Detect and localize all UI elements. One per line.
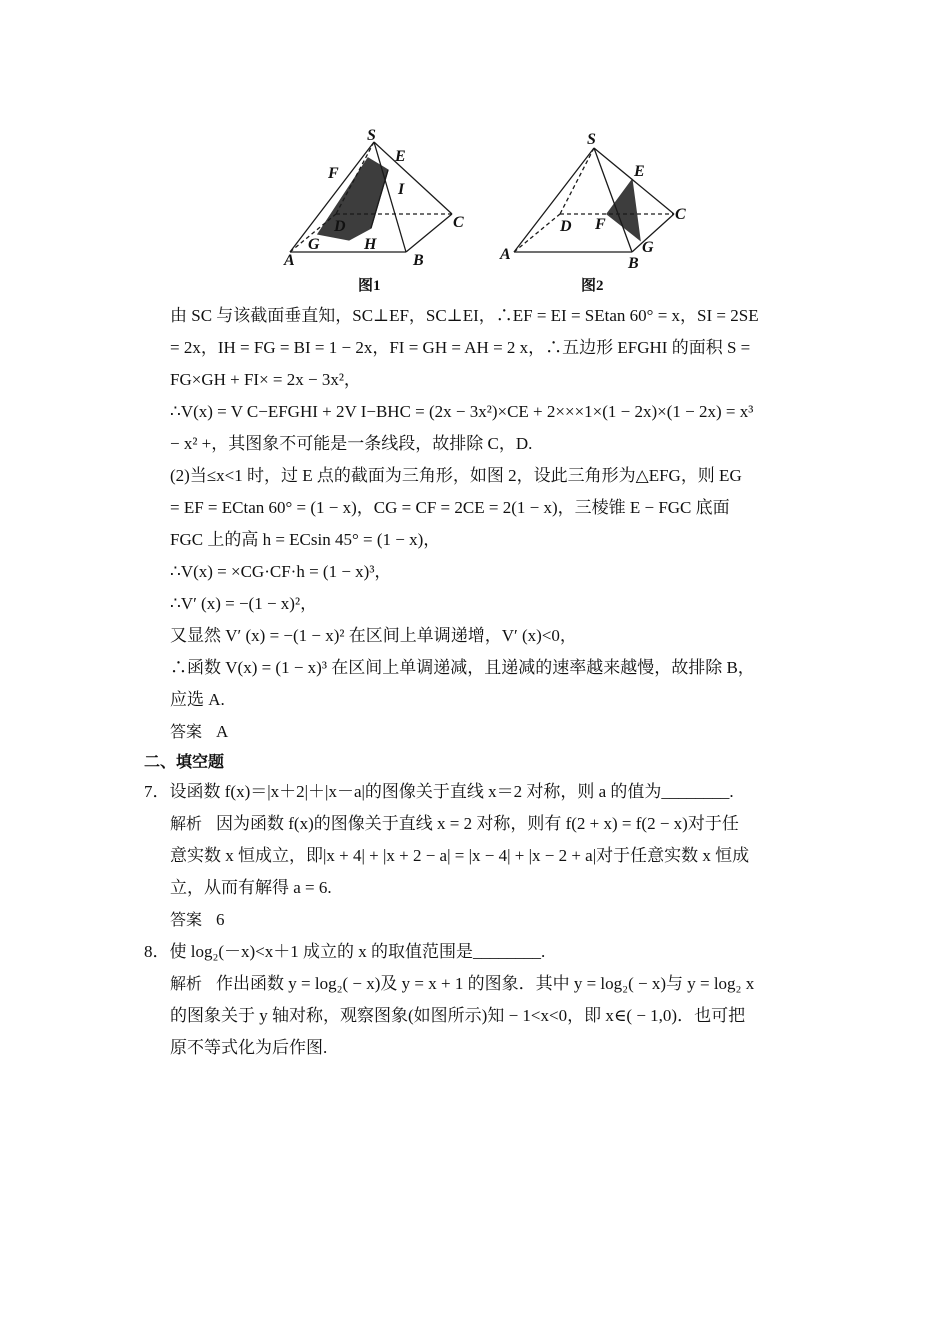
q7-analysis-line: 立，从而有解得 a = 6. xyxy=(170,878,332,897)
answer-6 xyxy=(170,721,228,743)
answer-value: A xyxy=(216,722,229,741)
fig2-label-B: B xyxy=(628,255,639,272)
question-7 xyxy=(144,781,734,803)
fig1-label-S: S xyxy=(367,127,376,144)
fig1-label-F: F xyxy=(328,165,339,182)
fig2-label-E: E xyxy=(634,163,645,180)
answer-7 xyxy=(170,909,225,931)
answer-value: 6 xyxy=(216,910,225,929)
analysis-text: 作出函数 y = log₂( − x)及 y = x + 1 的图象．其中 y = log₂( − x)与 y = log₂ x xyxy=(216,974,755,993)
fig2-label-A: A xyxy=(500,246,511,263)
fig2-label-S: S xyxy=(587,131,596,148)
answer-label: 答案 xyxy=(170,910,203,929)
fig2-label-G: G xyxy=(642,239,654,256)
question-number: 8． xyxy=(144,942,170,961)
fig1-label-B: B xyxy=(413,252,424,269)
fig1-label-C: C xyxy=(453,214,464,231)
fig1-label-A: A xyxy=(284,252,295,269)
text-line: ∴V(x) = V C−EFGHI + 2V I−BHC = (2x − 3x²)×CE + 2×××1×(1 − 2x)×(1 − 2x) = x³ xyxy=(170,402,754,421)
q7-analysis-line: 意实数 x 恒成立，即|x + 4| + |x + 2 − a| = |x − 4| + |x − 2 + a|对于任意实数 x 恒成 xyxy=(170,846,750,865)
geometry-figures xyxy=(270,122,710,298)
text-line: − x² +，其图象不可能是一条线段，故排除 C，D. xyxy=(170,434,533,453)
fig2-label-D: D xyxy=(560,218,572,235)
answer-label: 答案 xyxy=(170,722,203,741)
fig1-label-E: E xyxy=(395,148,406,165)
text-line: ∴V(x) = ×CG·CF·h = (1 − x)³， xyxy=(170,562,392,581)
fig1-caption: 图1 xyxy=(358,278,381,294)
text-line: 又显然 V′ (x) = −(1 − x)² 在区间上单调递增，V′ (x)<0， xyxy=(170,626,577,645)
text-line: FGC 上的高 h = ECsin 45° = (1 − x)， xyxy=(170,530,441,549)
question-text: 使 log₂(－x)<x＋1 成立的 x 的取值范围是________. xyxy=(169,942,546,961)
question-8 xyxy=(144,941,545,963)
question-text: 设函数 f(x)＝|x＋2|＋|x－a|的图像关于直线 x＝2 对称，则 a 的值为________. xyxy=(169,782,734,801)
q8-analysis-line: 的图象关于 y 轴对称，观察图象(如图所示)知 − 1<x<0，即 x∈( − 1,0)．也可把 xyxy=(170,1006,746,1025)
fig1-label-H: H xyxy=(364,236,377,253)
analysis-label: 解析 xyxy=(170,974,203,993)
analysis-text: 因为函数 f(x)的图像关于直线 x = 2 对称，则有 f(2 + x) = f(2 − x)对于任 xyxy=(216,814,739,833)
text-line: = 2x，IH = FG = BI = 1 − 2x，FI = GH = AH = 2 x，∴五边形 EFGHI 的面积 S = xyxy=(170,338,751,357)
q8-analysis-line: 原不等式化为后作图. xyxy=(170,1038,328,1057)
text-line: ∴V′ (x) = −(1 − x)²， xyxy=(170,594,318,613)
fig2-caption: 图2 xyxy=(581,278,604,294)
text-line: = EF = ECtan 60° = (1 − x)，CG = CF = 2CE = 2(1 − x)，三棱锥 E − FGC 底面 xyxy=(170,498,730,517)
text-line: FG×GH + FI× = 2x − 3x²， xyxy=(170,370,361,389)
fig2-label-F: F xyxy=(595,216,606,233)
fig1-label-I: I xyxy=(398,181,405,198)
q8-analysis-line xyxy=(170,973,754,995)
question-number: 7． xyxy=(144,782,170,801)
fig1-label-G: G xyxy=(308,236,320,253)
fig2-label-C: C xyxy=(675,206,686,223)
section-heading: 二、填空题 xyxy=(144,752,225,771)
text-line: 由 SC 与该截面垂直知，SC⊥EF，SC⊥EI，∴EF = EI = SEtan 60° = x，SI = 2SE xyxy=(170,306,759,325)
analysis-label: 解析 xyxy=(170,814,203,833)
fig2-shaded-triangle xyxy=(607,180,640,240)
figures xyxy=(270,122,710,298)
text-line: ∴函数 V(x) = (1 − x)³ 在区间上单调递减，且递减的速率越来越慢，故排除 B， xyxy=(170,658,755,677)
text-line: 应选 A. xyxy=(170,690,225,709)
figure-2 xyxy=(514,148,674,252)
q7-analysis-line xyxy=(170,813,739,835)
fig1-label-D: D xyxy=(334,218,346,235)
text-line: (2)当≤x<1 时，过 E 点的截面为三角形，如图 2，设此三角形为△EFG，则 EG xyxy=(170,466,742,485)
